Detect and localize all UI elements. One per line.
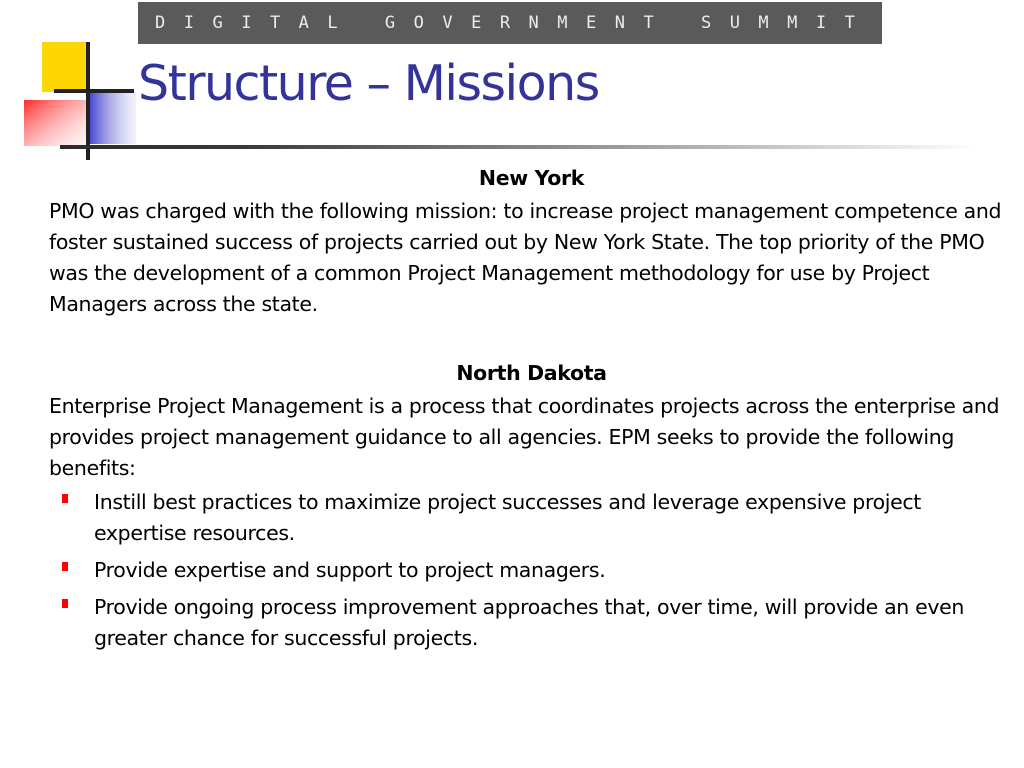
section-new-york (49, 160, 1014, 320)
slide-title: Structure – Missions (138, 55, 599, 112)
list-item-text: Provide ongoing process improvement approaches that, over time, will provide an even greater chance for successful projects. (94, 595, 965, 650)
list-item (49, 487, 1014, 549)
section-north-dakota (49, 355, 1014, 654)
section-heading: North Dakota (456, 361, 607, 385)
list-item-text: Instill best practices to maximize project successes and leverage expensive project expertise resources. (94, 490, 921, 545)
list-item (49, 555, 1014, 586)
section-heading: New York (478, 166, 585, 190)
section-body: PMO was charged with the following mission: to increase project management competence and foster sustained success of projects carried out by New York State. The top priority of the PMO was the development of a common Project Management methodology for use by Project Managers across the state. (49, 199, 1002, 316)
bullet-square-icon (62, 562, 68, 571)
benefits-list (49, 487, 1014, 654)
bullet-square-icon (62, 599, 68, 608)
bullet-square-icon (62, 494, 68, 503)
list-item-text: Provide expertise and support to project managers. (94, 558, 606, 582)
section-body: Enterprise Project Management is a process that coordinates projects across the enterprise and provides project management guidance to all agencies. EPM seeks to provide the following benefits: (49, 394, 1000, 480)
summit-banner (138, 2, 882, 44)
section-spacer (49, 320, 1014, 355)
list-item (49, 592, 1014, 654)
slide-content (49, 160, 1014, 660)
title-divider (60, 145, 980, 149)
banner-text: DIGITAL GOVERNMENT SUMMIT (155, 12, 874, 33)
decorative-squares-icon (0, 0, 140, 165)
